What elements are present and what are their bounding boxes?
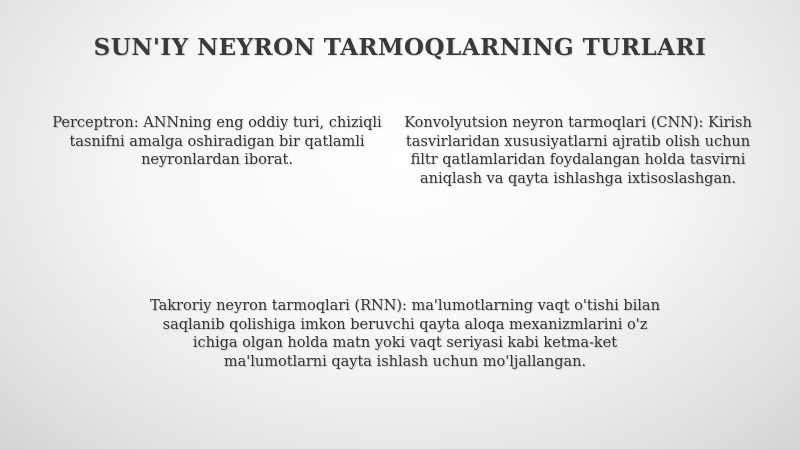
rnn-description: Takroriy neyron tarmoqlari (RNN): ma'lumotlarning vaqt o'tishi bilan saqlanib qolishiga imkon beruvchi qayta aloqa mexanizmlarini o'z ichiga olgan holda matn yoki vaqt seriyasi kabi ketma-ket ma'lumotlarni qayta ishlash uchun mo'ljallangan. [150,298,660,370]
perceptron-description: Perceptron: ANNning eng oddiy turi, chiziqli tasnifni amalga oshiradigan bir qatlamli neyronlardan iborat. [52,115,382,168]
slide-title: SUN'IY NEYRON TARMOQLARNING TURLARI [93,34,707,61]
cnn-description: Konvolyutsion neyron tarmoqlari (CNN): Kirish tasvirlaridan xususiyatlarni ajratib olish uchun filtr qatlamlaridan foydalangan holda tasvirni aniqlash va qayta ishlashga ixtisoslashgan. [404,115,752,187]
